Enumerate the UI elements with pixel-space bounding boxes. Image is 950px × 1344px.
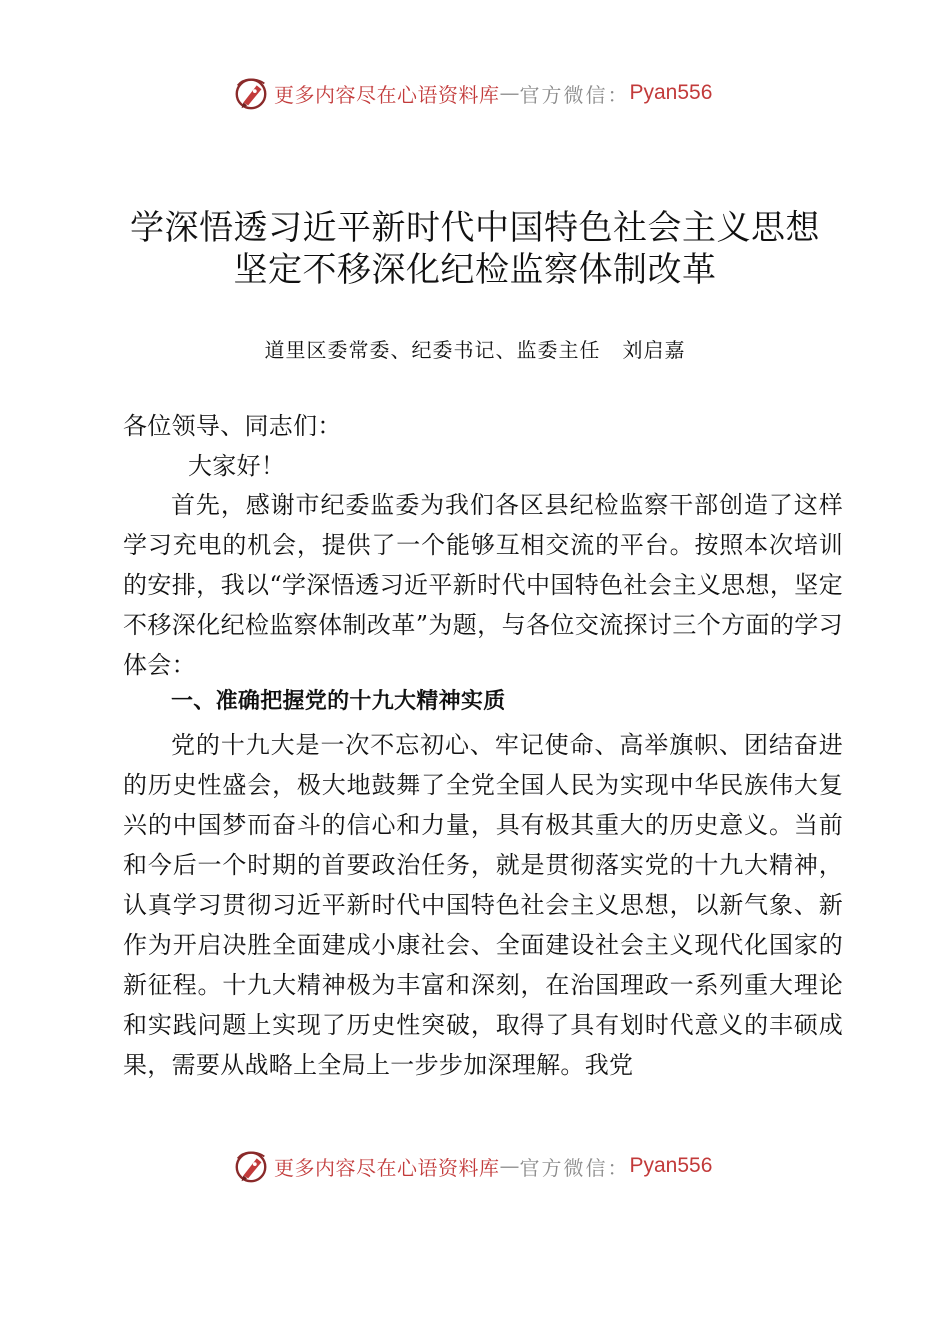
watermark-separator: — [499,1154,520,1178]
paragraph-section-1: 党的十九大是一次不忘初心、牢记使命、高举旗帜、团结奋进的历史性盛会，极大地鼓舞了全党全国人民为实现中华民族伟大复兴的中国梦而奋斗的信心和力量，具有极其重大的历史意义。当前和今后一个时期的首要政治任务，就是贯彻落实党的十九大精神，认真学习贯彻习近平新时代中国特色社会主义思想，以新气象、新作为开启决胜全面建成小康社会、全面建设社会主义现代化国家的新征程。十九大精神极为丰富和深刻，在治国理政一系列重大理论和实践问题上实现了历史性突破，取得了具有划时代意义的丰硕成果，需要从战略上全局上一步步加深理解。我党 [123,731,843,1079]
document-title-line-1: 学深悟透习近平新时代中国特色社会主义思想 [130,208,820,248]
fountain-pen-nib-logo-icon [232,1147,270,1185]
document-title-line-2: 坚定不移深化纪检监察体制改革 [233,250,717,290]
footer-watermark-banner [232,1146,712,1186]
watermark-separator: — [499,81,520,105]
header-watermark-banner [232,73,712,113]
paragraph-intro: 首先，感谢市纪委监委为我们各区县纪检监察干部创造了这样学习充电的机会，提供了一个能够互相交流的平台。按照本次培训的安排，我以“学深悟透习近平新时代中国特色社会主义思想，坚定不移深化纪检监察体制改革”为题，与各位交流探讨三个方面的学习体会： [123,491,843,679]
watermark-wechat-label: 官方微信： [519,82,630,107]
fountain-pen-nib-logo-icon [232,74,270,112]
watermark-wechat-id: Pyan556 [629,1154,713,1177]
watermark-wechat-label: 官方微信： [519,1155,630,1180]
greeting: 大家好！ [188,452,286,480]
author-byline: 道里区委常委、纪委书记、监委主任 刘启嘉 [264,338,686,362]
watermark-text: 更多内容尽在心语资料库 [274,82,500,107]
section-heading-1: 一、准确把握党的十九大精神实质 [171,689,506,714]
salutation: 各位领导、同志们： [123,412,342,440]
watermark-wechat-id: Pyan556 [629,81,713,104]
watermark-text: 更多内容尽在心语资料库 [274,1155,500,1180]
